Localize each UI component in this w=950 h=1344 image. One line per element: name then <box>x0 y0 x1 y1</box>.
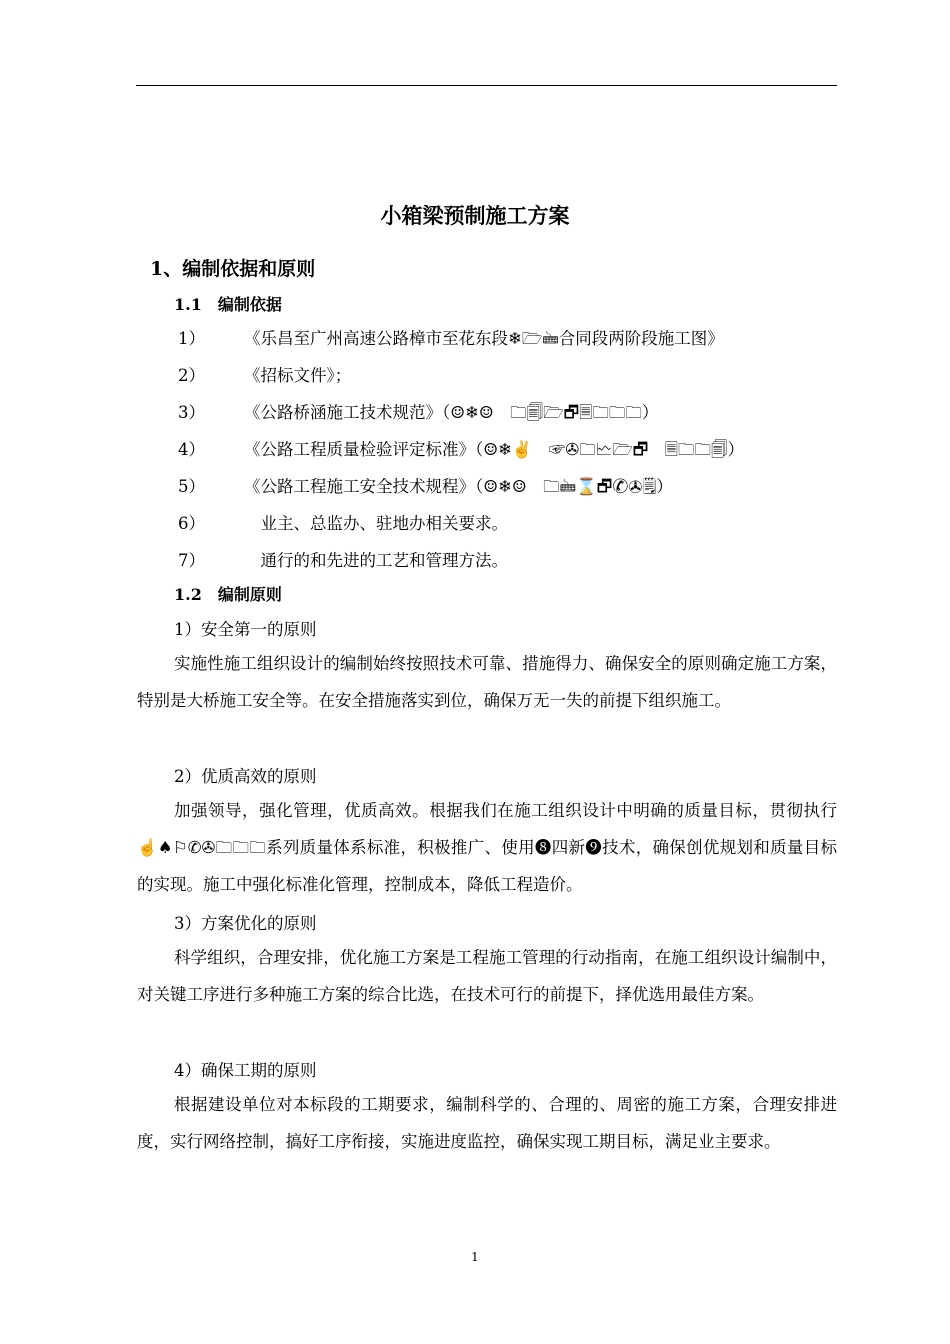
item-text: 通行的和先进的工艺和管理方法。 <box>244 551 508 570</box>
principle-paragraph: 根据建设单位对本标段的工期要求，编制科学的、合理的、周密的施工方案，合理安排进度，实行网络控制，搞好工序衔接，实施进度监控，确保实现工期目标，满足业主要求。 <box>137 1095 837 1151</box>
basis-item <box>178 547 508 571</box>
principle-paragraph: 加强领导，强化管理，优质高效。根据我们在施工组织设计中明确的质量目标，贯彻执行☝♠⚐✆✇🗀🗀🗀系列质量体系标准，积极推广、使用❽四新❾技术，确保创优规划和质量目标的实现。施工中强化标准化管理，控制成本，降低工程造价。 <box>137 801 837 894</box>
item-text: 《公路工程施工安全技术规程》（☺❄☺ 🗀🖮⌛🗗✆✇🗒） <box>244 477 673 496</box>
item-number: 5） <box>178 477 205 496</box>
item-text: 《招标文件》； <box>244 366 352 385</box>
item-text: 《乐昌至广州高速公路樟市至花东段❄🗁🖮合同段两阶段施工图》 <box>244 329 724 348</box>
item-number: 7） <box>178 551 205 570</box>
principle-paragraph: 科学组织，合理安排，优化施工方案是工程施工管理的行动指南，在施工组织设计编制中，对关键工序进行多种施工方案的综合比选，在技术可行的前提下，择优选用最佳方案。 <box>137 948 837 1004</box>
principle-title: 1）安全第一的原则 <box>174 620 317 639</box>
item-number: 4） <box>178 440 205 459</box>
principle-title: 4）确保工期的原则 <box>174 1061 317 1080</box>
item-number: 2） <box>178 366 205 385</box>
principle-title: 2）优质高效的原则 <box>174 767 317 786</box>
page-number: 1 <box>471 1250 479 1264</box>
basis-item <box>178 399 658 429</box>
item-number: 6） <box>178 514 205 533</box>
item-text: 业主、总监办、驻地办相关要求。 <box>244 514 508 533</box>
basis-item <box>178 325 724 355</box>
item-number: 1） <box>178 329 205 348</box>
basis-item <box>178 362 351 386</box>
subsection-heading-principles: 1.2 编制原则 <box>174 585 282 604</box>
item-number: 3） <box>178 403 205 422</box>
subsection-heading-basis: 1.1 编制依据 <box>174 295 282 314</box>
basis-item <box>178 473 673 503</box>
item-text: 《公路桥涵施工技术规范》（☺❄☺ 🗀🗐🗁🗗🗏🗀🗀🗀） <box>244 403 659 422</box>
item-text: 《公路工程质量检验评定标准》（☺❄✌ ☞✇🗀🗠🗁🗗 🗏🗀🗀🗐） <box>244 440 745 459</box>
basis-item <box>178 510 508 534</box>
basis-item <box>178 436 744 466</box>
principle-title: 3）方案优化的原则 <box>174 914 317 933</box>
section-heading: 1、编制依据和原则 <box>150 258 316 280</box>
header-rule <box>136 85 837 86</box>
principle-paragraph: 实施性施工组织设计的编制始终按照技术可靠、措施得力、确保安全的原则确定施工方案，特别是大桥施工安全等。在安全措施落实到位，确保万无一失的前提下组织施工。 <box>137 654 837 710</box>
document-title: 小箱梁预制施工方案 <box>380 203 570 228</box>
